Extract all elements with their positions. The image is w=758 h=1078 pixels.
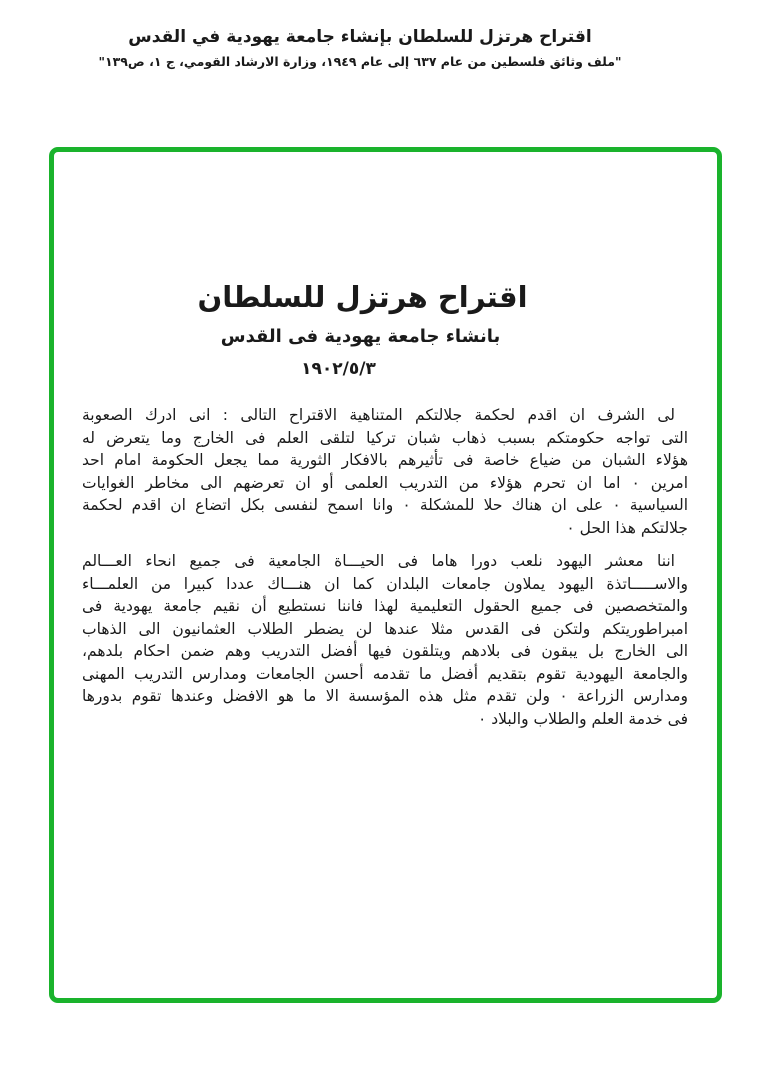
text-line: اننا معشر اليهود نلعب دورا هاما فى الحيـــاة الجامعية فى جميع انحاء العـــالم	[82, 552, 675, 570]
text-line: التى تواجه حكومتكم بسبب ذهاب شبان تركيا لتلقى العلم فى الخارج وما يتعرض له	[82, 428, 688, 447]
page-header	[0, 26, 720, 70]
document-subtitle: بانشاء جامعة يهودية فى القدس	[220, 326, 501, 347]
text-line: امبراطوريتكم ولتكن فى القدس مثلا عندها لن يضطر الطلاب العثمانيون الى الذهاب	[82, 619, 688, 638]
text-line: ومدارس الزراعة ٠ ولن تقدم مثل هذه المؤسسة الا ما هو الافضل وعندها تقوم بدورها	[82, 687, 688, 705]
text-line: السياسية ٠ على ان هناك حلا للمشكلة ٠ وانا اسمح لنفسى بكل اتضاع ان اقدم لحكمة	[82, 496, 688, 514]
text-line: والاســـــاتذة اليهود يملاون جامعات البلدان كما ان هنـــاك عددا كبيرا من العلمـــاء	[82, 574, 688, 593]
text-line: والمتخصصين فى جميع الحقول التعليمية لهذا فاننا نستطيع أن نقيم جامعة يهودية فى	[82, 597, 688, 615]
text-line: والجامعة اليهودية تقوم بتقديم أفضل ما تقدمه أحسن الجامعات ومدارس التدريب المهنى	[82, 664, 688, 683]
header-title: اقتراح هرتزل للسلطان بإنشاء جامعة يهودية في القدس	[128, 27, 592, 47]
paragraph-2	[82, 550, 688, 730]
document-frame	[49, 147, 722, 1003]
text-line: الى الخارج بل يبقون فى بلادهم ويتلقون فيها أفضل التدريب وهم ضمن احكام بلدهم،	[82, 642, 688, 660]
text-line: فى خدمة العلم والطلاب والبلاد ٠	[478, 709, 688, 728]
text-line: لى الشرف ان اقدم لحكمة جلالتكم المتناهية الاقتراح التالى : انى ادرك الصعوبة	[82, 406, 675, 424]
paragraph-1	[82, 404, 688, 539]
text-line: جلالتكم هذا الحل ٠	[566, 518, 688, 537]
document-body	[82, 404, 688, 730]
document-date: ١٩٠٢/٥/٣	[301, 359, 376, 379]
text-line: امرين ٠ اما ان تحرم هؤلاء من التدريب العلمى أو ان تعرضهم الى مخاطر الغوايات	[82, 473, 689, 492]
document-title: اقتراح هرتزل للسلطان	[197, 280, 528, 314]
header-source-citation: "ملف وثائق فلسطين من عام ٦٣٧ إلى عام ١٩٤٩، وزارة الارشاد القومي، ج ١، ص١٣٩"	[98, 54, 622, 69]
text-line: هؤلاء الشبان من ضياع خاصة فى تأثيرهم بالافكار الثورية مما يجعل الحكومة امام احد	[82, 451, 688, 469]
